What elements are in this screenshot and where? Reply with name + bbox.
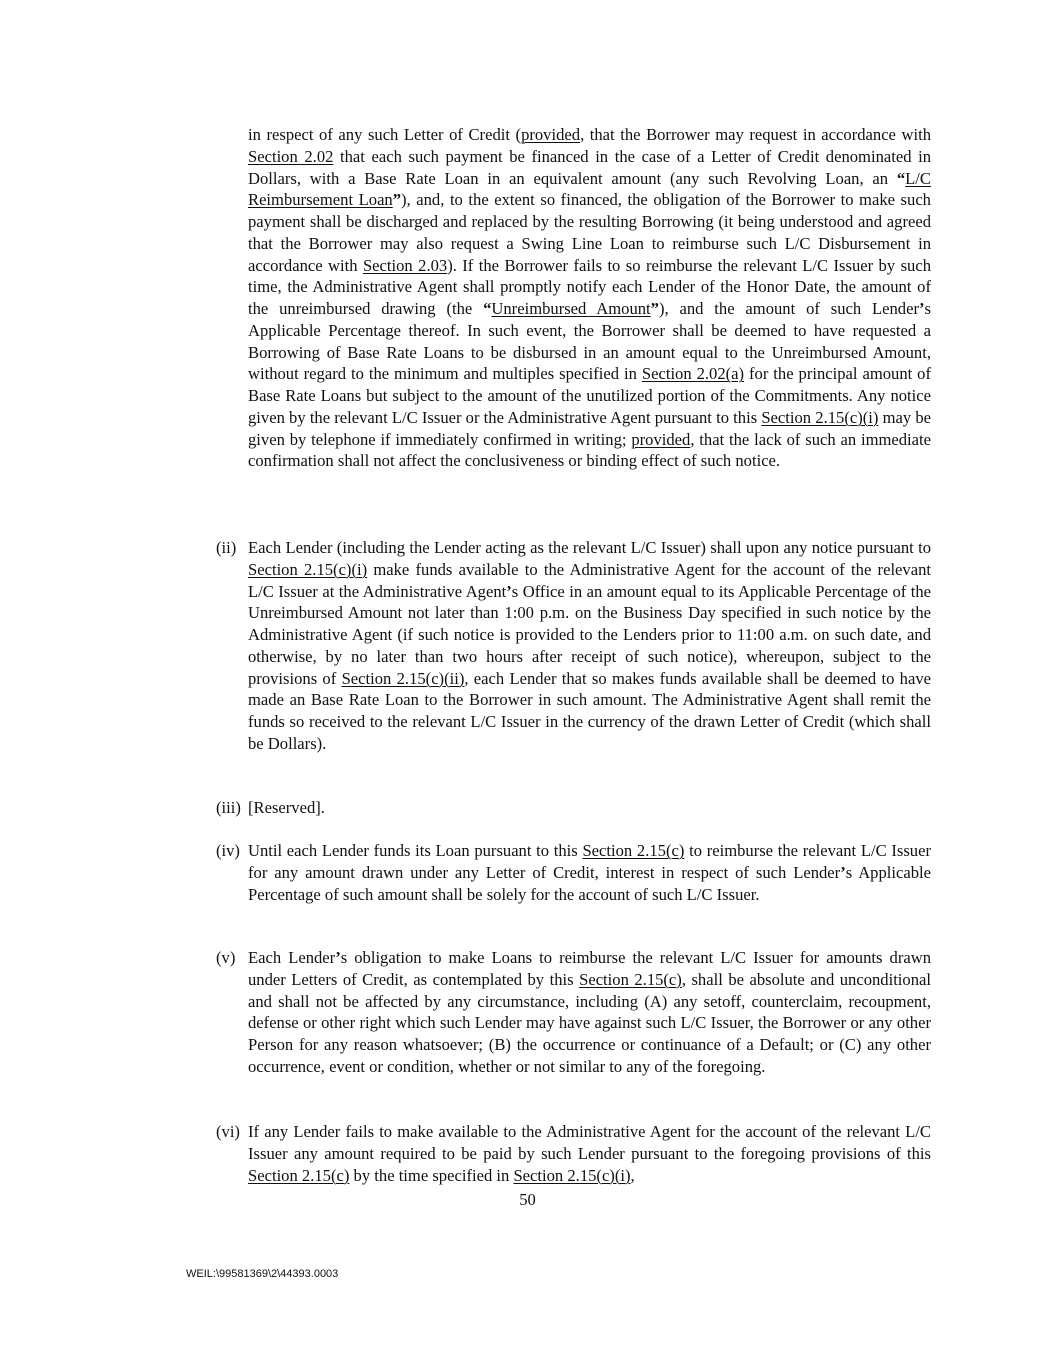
item-label: (ii) [216,538,237,557]
paragraph-continuation [248,124,931,472]
text-run: , shall be absolute and unconditional and shall not be affected by any circumstance, including (A) any setoff, counterclaim, recoupment, defense or other right which such Lender may have against such L/C Issuer, the Borrower or any other Person for any reason whatsoever; (B) the occurrence or continuance of a Default; or (C) any other occurrence, event or condition, whether or not similar to any of the foregoing. [248,969,931,1076]
text-run: ), and the amount of such Lender [658,299,919,318]
text-run: , that the lack of such an immediate confirmation shall not affect the conclusiveness or binding effect of such notice. [248,429,932,471]
text-run: in respect of any such Letter of Credit ( [248,125,522,144]
text-run: that each such payment be financed in the case of a Letter of Credit denominated in Dollars, with a Base Rate Loan in an equivalent amount (any such Revolving Loan, an [248,146,932,188]
text-run: may be given by telephone if immediately confirmed in writing; [248,407,931,449]
text-run: Each Lender [248,948,336,967]
section-reference: Section 2.15(c)(i) [513,1165,631,1185]
apostrophe: ’ [840,862,846,882]
defined-term: L/C Reimbursement Loan [248,168,931,210]
section-reference: Section 2.15(c)(i) [761,407,879,427]
section-reference: Section 2.15(c) [248,1165,350,1185]
text-run: s Office in an amount equal to its Applicable Percentage of the Unreimbursed Amount not later than 1:00 p.m. on the Business Day specified in such notice by the Administrative Agent (if such notice is provided to the Lenders prior to 11:00 a.m. on such date, and otherwise, by no later than two hours after receipt of such notice), whereupon, subject to the provisions of [248,581,932,688]
text-run: s obligation to make Loans to reimburse the relevant L/C Issuer for amounts drawn under Letters of Credit, as contemplated by this [248,948,931,989]
text-run: Each Lender (including the Lender acting as the relevant L/C Issuer) shall upon any notice pursuant to [248,538,931,557]
item-label: (iv) [216,841,240,860]
item-label: (vi) [216,1122,240,1141]
apostrophe: ’ [335,948,341,967]
section-reference: Section 2.15(c) [579,969,682,989]
document-footer-id: WEIL:\99581369\2\44393.0003 [186,1268,339,1280]
item-text [248,537,931,755]
text-run: s Applicable Percentage of such amount shall be solely for the account of such L/C Issuer. [248,862,931,904]
open-quote: “ [483,299,492,318]
list-item-vi [216,1121,931,1186]
text-run: , that the Borrower may request in accordance with [580,125,931,144]
section-reference: Section 2.02 [248,146,334,166]
provided-term: provided [521,125,581,144]
text-run: Until each Lender funds its Loan pursuant to this [248,841,583,860]
page-number: 50 [519,1190,536,1209]
section-reference: Section 2.03 [362,255,448,275]
open-quote: “ [896,168,906,188]
section-reference: Section 2.15(c)(ii) [341,668,465,688]
close-quote: ” [650,299,659,318]
list-item-ii [216,537,931,755]
list-item-v [216,947,931,1078]
text-run: ). If the Borrower fails to so reimburse the relevant L/C Issuer by such time, the Administrative Agent shall promptly notify each Lender of the Honor Date, the amount of the unreimbursed drawing (the [248,255,931,318]
text-run: [Reserved]. [248,798,325,817]
text-run: for the principal amount of Base Rate Loans but subject to the amount of the unutilized portion of the Commitments. Any notice given by the relevant L/C Issuer or the Administrative Agent pursuant to this [248,364,932,427]
close-quote: ” [392,190,402,210]
section-reference: Section 2.15(c) [582,841,685,860]
item-text [248,1121,931,1186]
item-label: (v) [216,948,236,967]
item-text [248,947,931,1078]
text-run: s Applicable Percentage thereof. In such event, the Borrower shall be deemed to have requested a Borrowing of Base Rate Loans to be disbursed in an amount equal to the Unreimbursed Amount, without regard to the minimum and multiples specified in [248,299,931,384]
apostrophe: ’ [919,299,925,318]
text-run: ), and, to the extent so financed, the obligation of the Borrower to make such payment shall be discharged and replaced by the resulting Borrowing (it being understood and agreed that the Borrower may also request a Swing Line Loan to reimburse such L/C Disbursement in accordance with [248,190,931,275]
section-reference: Section 2.02(a) [641,364,745,384]
item-text [248,797,931,819]
text-run: to reimburse the relevant L/C Issuer for any amount drawn under any Letter of Credit, interest in respect of such Lender [248,841,931,882]
apostrophe: ’ [506,581,512,601]
text-run: If any Lender fails to make available to the Administrative Agent for the account of the relevant L/C Issuer any amount required to be paid by such Lender pursuant to the foregoing provisions of this [248,1122,931,1163]
text-run: , [630,1165,635,1185]
list-item-iv [216,840,931,905]
defined-term: Unreimbursed Amount [491,299,651,318]
list-item-iii [216,797,931,819]
item-label: (iii) [216,798,241,817]
section-reference: Section 2.15(c)(i) [248,559,368,579]
provided-term: provided [631,429,691,449]
item-text [248,840,931,905]
text-run: make funds available to the Administrative Agent for the account of the relevant L/C Issuer at the Administrative Agent [248,559,931,601]
text-run: , each Lender that so makes funds available shall be deemed to have made an Base Rate Loan to the Borrower in such amount. The Administrative Agent shall remit the funds so received to the relevant L/C Issuer in the currency of the drawn Letter of Credit (which shall be Dollars). [248,668,931,753]
text-run: by the time specified in [349,1165,514,1185]
